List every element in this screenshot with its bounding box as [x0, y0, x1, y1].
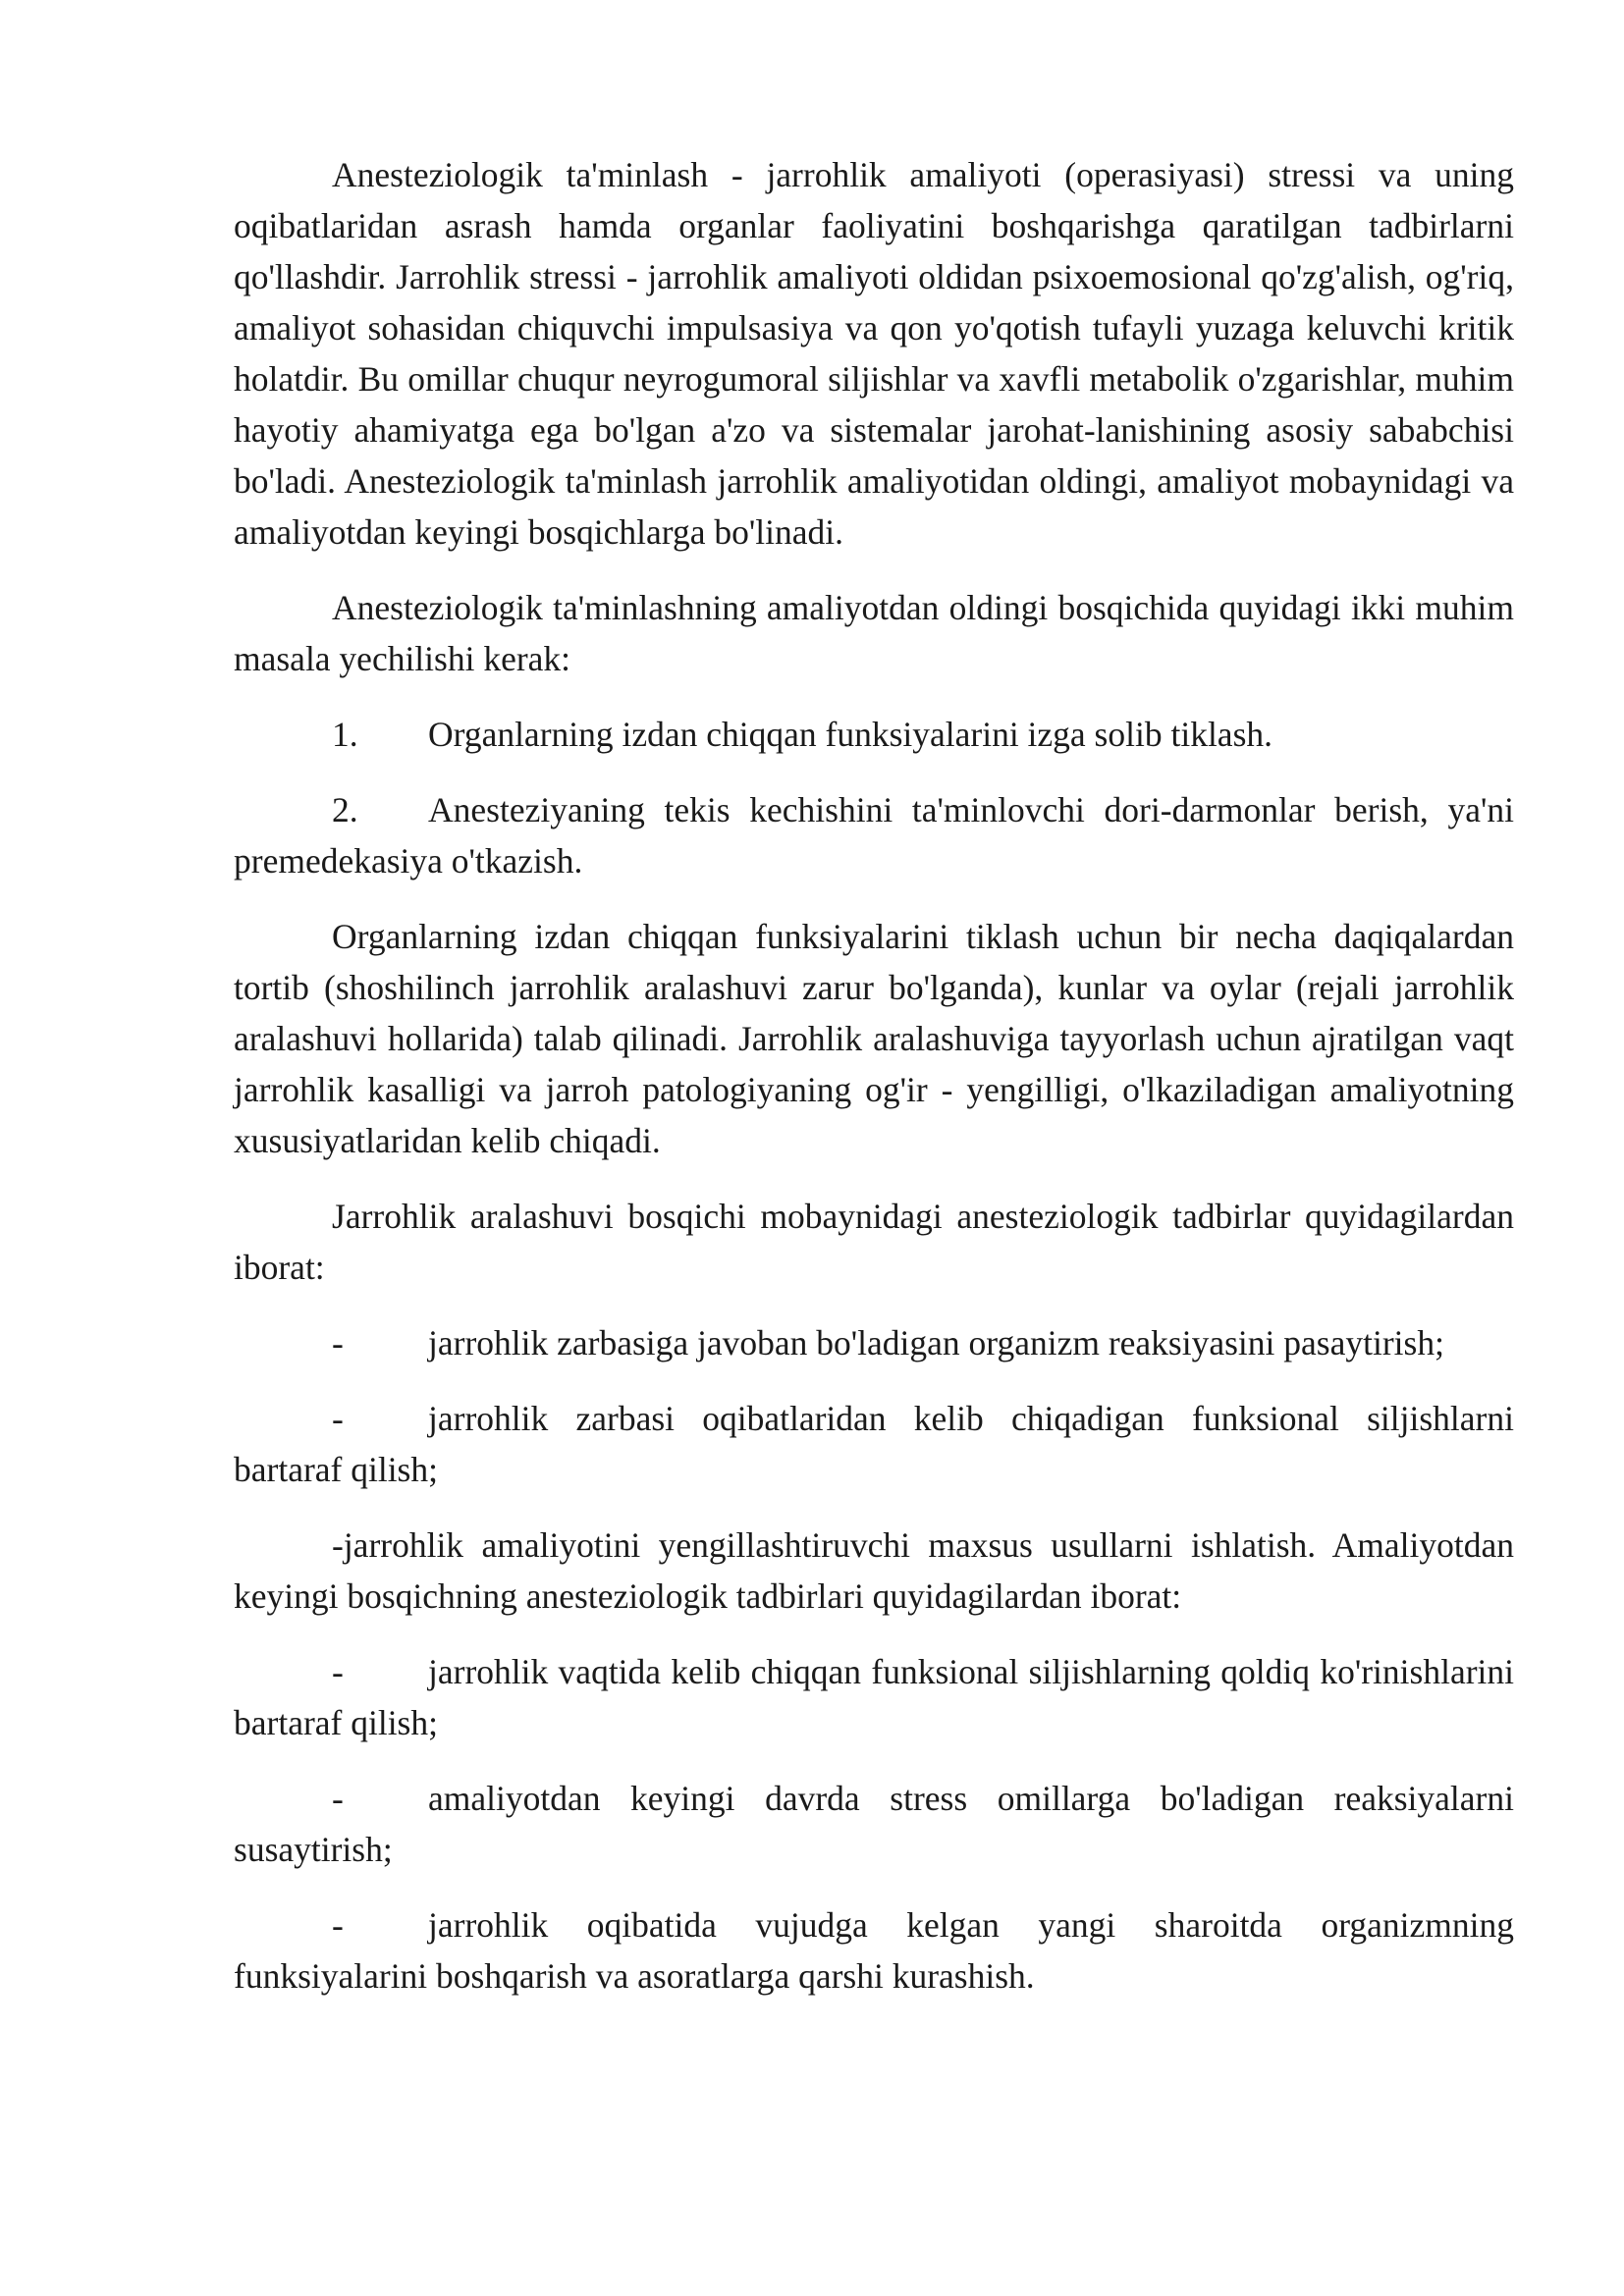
list-item-text: amaliyotdan keyingi davrda stress omillarga bo'ladigan reaksiyalarni susaytirish; — [234, 1779, 1514, 1869]
dash-item — [234, 1393, 1514, 1495]
list-item-text: Anesteziyaning tekis kechishini ta'minlovchi dori-darmonlar berish, ya'ni premedekasiya o'tkazish. — [234, 790, 1514, 881]
list-item-text: jarrohlik zarbasiga javoban bo'ladigan organizm reaksiyasini pasaytirish; — [428, 1323, 1444, 1362]
paragraph-preop-tasks: Anesteziologik ta'minlashning amaliyotdan oldingi bosqichida quyidagi ikki muhim masala yechilishi kerak: — [234, 588, 1514, 678]
dash-item — [234, 1773, 1514, 1875]
list-item-text: Organlarning izdan chiqqan funksiyalarini izga solib tiklash. — [428, 715, 1273, 754]
list-item-text: jarrohlik zarbasi oqibatlaridan kelib chiqadigan funksional siljishlarni bartaraf qilish; — [234, 1399, 1514, 1489]
dash-item — [234, 1646, 1514, 1748]
numbered-item-2 — [234, 784, 1514, 886]
numbered-item-1 — [234, 709, 1514, 760]
paragraph-intro: Anesteziologik ta'minlash - jarrohlik amaliyoti (operasiyasi) stressi va uning oqibatlaridan asrash hamda organlar faoliyatini boshqarishga qaratilgan tadbirlarni qo'llashdir. Jarrohlik stressi - jarrohlik amaliyoti oldidan psixoemosional qo'zg'alish, og'riq, amaliyot sohasidan chiquvchi impulsasiya va qon yo'qotish tufayli yuzaga keluvchi kritik holatdir. Bu omillar chuqur neyrogumoral siljishlar va xavfli metabolik o'zgarishlar, muhim hayotiy ahamiyatga ega bo'lgan a'zo va sistemalar jarohat-lanishining asosiy sababchisi bo'ladi. Anesteziologik ta'minlash jarrohlik amaliyotidan oldingi, amaliyot mobaynidagi va amaliyotdan keyingi bosqichlarga bo'linadi. — [234, 155, 1514, 552]
dash-item — [234, 1899, 1514, 2002]
paragraph-restoration: Organlarning izdan chiqqan funksiyalarini tiklash uchun bir necha daqiqalardan tortib (shoshilinch jarrohlik aralashuvi zarur bo'lganda), kunlar va oylar (rejali jarrohlik aralashuvi hollarida) talab qilinadi. Jarrohlik aralashuviga tayyorlash uchun ajratilgan vaqt jarrohlik kasalligi va jarroh patologiyaning og'ir - yengilligi, o'lkaziladigan amaliyotning xususiyatlaridan kelib chiqadi. — [234, 917, 1514, 1160]
list-marker: - — [332, 1652, 344, 1691]
list-marker: - — [332, 1779, 344, 1818]
paragraph-intraop-measures: Jarrohlik aralashuvi bosqichi mobaynidagi anesteziologik tadbirlar quyidagilardan iborat: — [234, 1197, 1514, 1287]
list-marker: - — [332, 1399, 344, 1438]
list-marker: 1. — [332, 715, 358, 754]
list-marker: 2. — [332, 790, 358, 829]
paragraph-postop-intro: -jarrohlik amaliyotini yengillashtiruvchi maxsus usullarni ishlatish. Amaliyotdan keyingi bosqichning anesteziologik tadbirlari quyidagilardan iborat: — [234, 1525, 1514, 1616]
list-marker: - — [332, 1323, 344, 1362]
document-page — [234, 149, 1514, 2026]
list-item-text: jarrohlik oqibatida vujudga kelgan yangi sharoitda organizmning funksiyalarini boshqarish va asoratlarga qarshi kurashish. — [234, 1905, 1514, 1996]
dash-item — [234, 1317, 1514, 1368]
list-item-text: jarrohlik vaqtida kelib chiqqan funksional siljishlarning qoldiq ko'rinishlarini bartaraf qilish; — [234, 1652, 1514, 1742]
list-marker: - — [332, 1905, 344, 1945]
